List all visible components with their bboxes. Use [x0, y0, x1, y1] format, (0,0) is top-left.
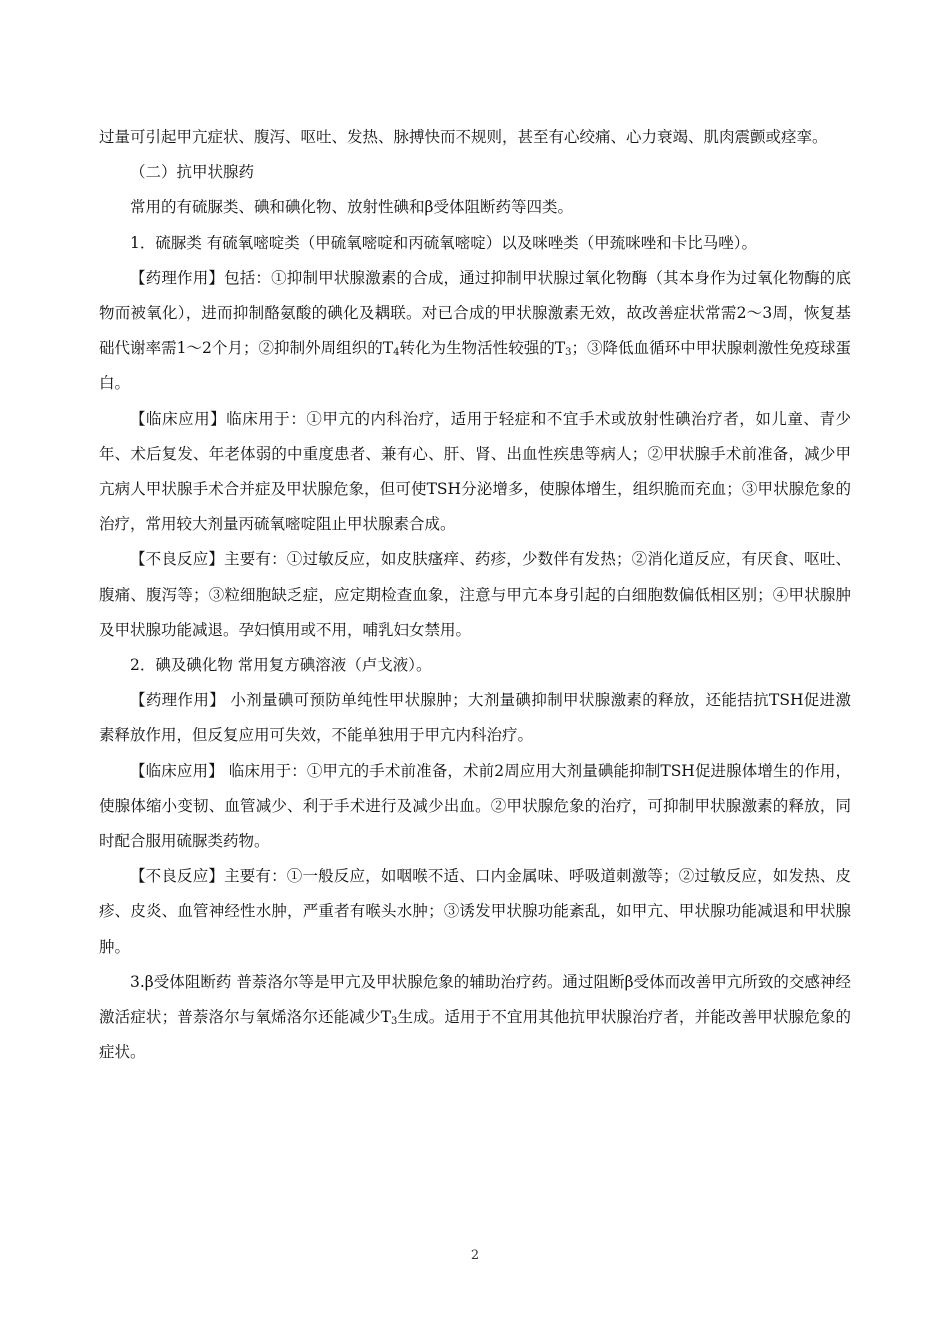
paragraph: 【临床应用】 临床用于：①甲亢的手术前准备，术前2周应用大剂量碘能抑制TSH促进腺体增生的作用，使腺体缩小变韧、血管减少、利于手术进行及减少出血。②甲状腺危象的治疗，可抑制甲状腺激素的释放，同时配合服用硫脲类药物。 — [99, 761, 851, 851]
paragraph: （二）抗甲状腺药 — [130, 163, 255, 182]
paragraph: 【不良反应】主要有：①过敏反应，如皮肤瘙痒、药疹，少数伴有发热；②消化道反应，有厌食、呕吐、腹痛、腹泻等；③粒细胞缺乏症，应定期检查血象，注意与甲亢本身引起的白细胞数偏低相区别；④甲状腺肿及甲状腺功能减退。孕妇慎用或不用，哺乳妇女禁用。 — [99, 550, 851, 639]
paragraph: 过量可引起甲亢症状、腹泻、呕吐、发热、脉搏快而不规则，甚至有心绞痛、心力衰竭、肌肉震颤或痉挛。 — [99, 128, 828, 146]
paragraph: 【药理作用】 小剂量碘可预防单纯性甲状腺肿；大剂量碘抑制甲状腺激素的释放，还能拮抗TSH促进激素释放作用，但反复应用可失效，不能单独用于甲亢内科治疗。 — [99, 691, 851, 745]
paragraph: 2．碘及碘化物 常用复方碘溶液（卢戈液）。 — [130, 656, 432, 675]
page-number: 2 — [470, 1248, 480, 1263]
paragraph: 【不良反应】主要有：①一般反应，如咽喉不适、口内金属味、呼吸道刺激等；②过敏反应，如发热、皮疹、皮炎、血管神经性水肿，严重者有喉头水肿；③诱发甲状腺功能紊乱，如甲亢、甲状腺功能减退和甲状腺肿。 — [99, 867, 851, 956]
paragraph: 【药理作用】包括：①抑制甲状腺激素的合成，通过抑制甲状腺过氧化物酶（其本身作为过氧化物酶的底物而被氧化），进而抑制酪氨酸的碘化及耦联。对已合成的甲状腺激素无效，故改善症状常需2～3周，恢复基础代谢率需1～2个月；②抑制外周组织的$T_4$转化为生物活性较强的$T_3$；③降低血循环中甲状腺刺激性免疫球蛋白。 — [99, 268, 851, 393]
paragraph: 常用的有硫脲类、碘和碘化物、放射性碘和β受体阻断药等四类。 — [130, 198, 573, 217]
paragraph: 1．硫脲类 有硫氧嘧啶类（甲硫氧嘧啶和丙硫氧嘧啶）以及咪唑类（甲巯咪唑和卡比马唑）。 — [130, 233, 758, 252]
paragraph: 【临床应用】临床用于：①甲亢的内科治疗，适用于轻症和不宜手术或放射性碘治疗者，如儿童、青少年、术后复发、年老体弱的中重度患者、兼有心、肝、肾、出血性疾患等病人；②甲状腺手术前准备，减少甲亢病人甲状腺手术合并症及甲状腺危象，但可使TSH分泌增多，使腺体增生，组织脆而充血；③甲状腺危象的治疗，常用较大剂量丙硫氧嘧啶阻止甲状腺素合成。 — [99, 409, 851, 534]
body-text — [99, 120, 851, 1070]
paragraph: 3.β受体阻断药 普萘洛尔等是甲亢及甲状腺危象的辅助治疗药。通过阻断β受体而改善甲亢所致的交感神经激活症状；普萘洛尔与氧烯洛尔还能减少$T_3$生成。适用于不宜用其他抗甲状腺治疗者，并能改善甲状腺危象的症状。 — [99, 972, 851, 1062]
